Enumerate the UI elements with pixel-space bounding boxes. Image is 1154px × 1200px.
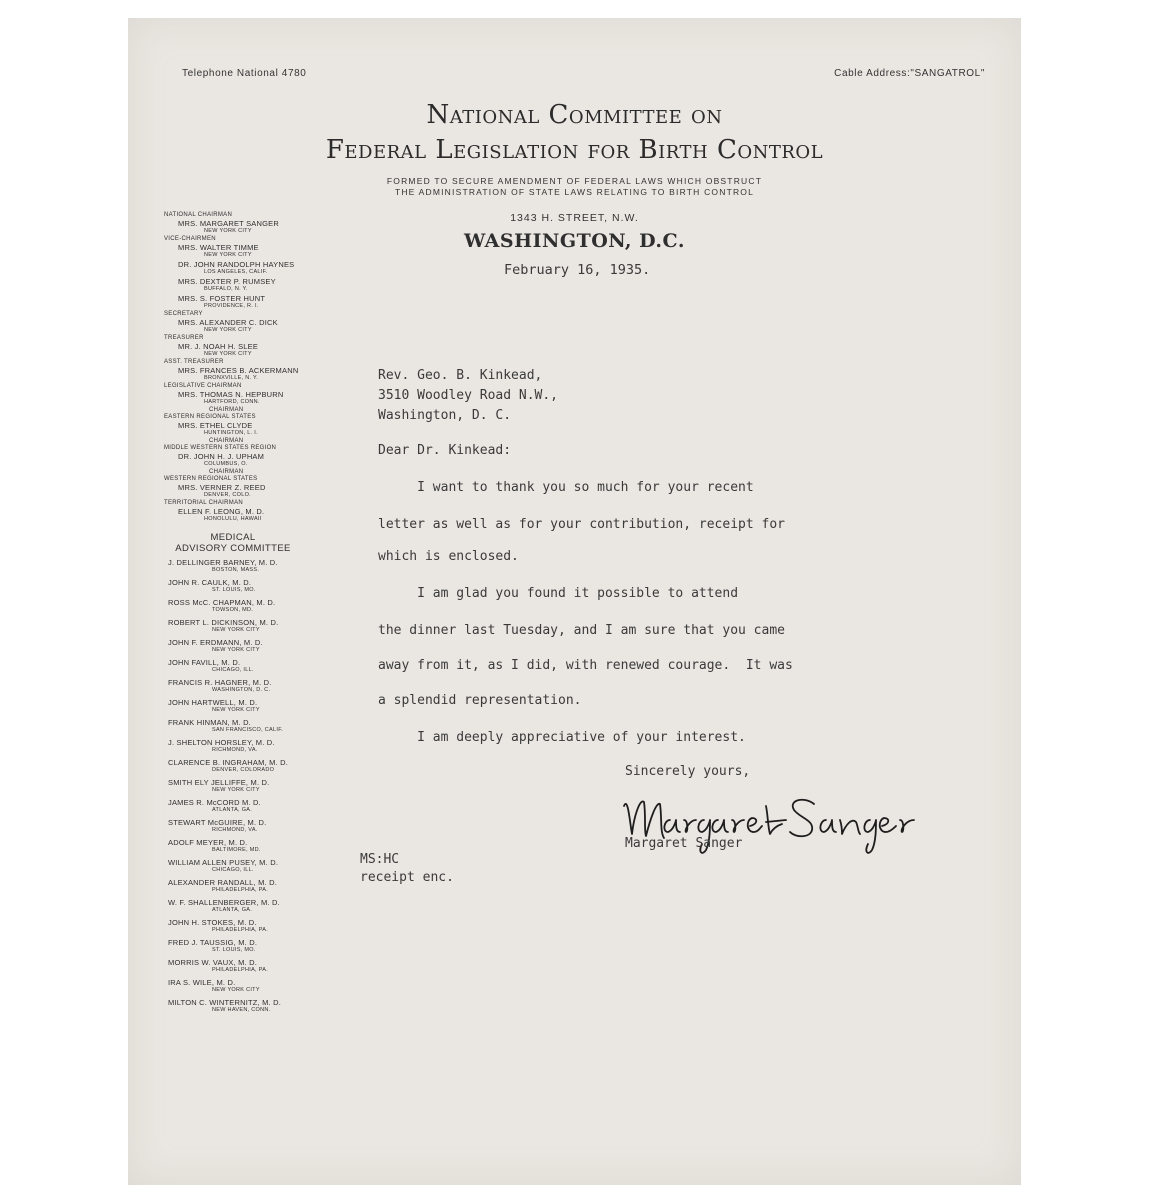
officer-location: BRONXVILLE, N. Y. bbox=[204, 375, 259, 381]
officer-role: CHAIRMAN bbox=[209, 469, 244, 475]
committee-member-location: TOWSON, MD. bbox=[212, 607, 254, 613]
committee-member-location: PHILADELPHIA, PA. bbox=[212, 967, 269, 973]
officer-name: MRS. VERNER Z. REED bbox=[178, 483, 266, 492]
committee-member-name: ADOLF MEYER, M. D. bbox=[168, 838, 248, 847]
recipient-line1: Rev. Geo. B. Kinkead, bbox=[378, 368, 543, 383]
officer-region: MIDDLE WESTERN STATES REGION bbox=[164, 445, 277, 451]
committee-member-name: ALEXANDER RANDALL, M. D. bbox=[168, 878, 277, 887]
committee-member-name: FRANCIS R. HAGNER, M. D. bbox=[168, 678, 272, 687]
letterhead-street: 1343 H. STREET, N.W. bbox=[510, 212, 639, 224]
officer-name: MRS. S. FOSTER HUNT bbox=[178, 294, 266, 303]
officer-name: DR. JOHN H. J. UPHAM bbox=[178, 452, 265, 461]
officer-location: NEW YORK CITY bbox=[204, 351, 252, 357]
officer-location: COLUMBUS, O. bbox=[204, 461, 248, 467]
officer-region: EASTERN REGIONAL STATES bbox=[164, 414, 256, 420]
committee-member-location: DENVER, COLORADO bbox=[212, 767, 275, 773]
committee-member-name: JOHN FAVILL, M. D. bbox=[168, 658, 241, 667]
committee-member-name: STEWART McGUIRE, M. D. bbox=[168, 818, 267, 827]
initials: MS:HC bbox=[360, 852, 400, 867]
officer-name: MRS. ALEXANDER C. DICK bbox=[178, 318, 278, 327]
purpose-line2: THE ADMINISTRATION OF STATE LAWS RELATING TO BIRTH CONTROL bbox=[394, 187, 755, 197]
committee-member-location: PHILADELPHIA, PA. bbox=[212, 887, 269, 893]
letterhead-city: WASHINGTON, D.C. bbox=[464, 230, 685, 252]
officer-location: DENVER, COLO. bbox=[204, 492, 251, 498]
letterhead-title-line1: National Committee on bbox=[426, 100, 723, 130]
committee-member-name: JOHN R. CAULK, M. D. bbox=[168, 578, 252, 587]
committee-member-name: SMITH ELY JELLIFFE, M. D. bbox=[168, 778, 270, 787]
committee-member-name: CLARENCE B. INGRAHAM, M. D. bbox=[168, 758, 288, 767]
committee-member-name: ROBERT L. DICKINSON, M. D. bbox=[168, 618, 279, 627]
body-line: a splendid representation. bbox=[378, 693, 582, 708]
officer-role: TERRITORIAL CHAIRMAN bbox=[164, 500, 244, 506]
officer-name: MRS. THOMAS N. HEPBURN bbox=[178, 390, 284, 399]
body-line: I am glad you found it possible to attend bbox=[378, 586, 739, 601]
committee-member-name: JOHN HARTWELL, M. D. bbox=[168, 698, 258, 707]
body-line: the dinner last Tuesday, and I am sure that you came bbox=[378, 623, 785, 638]
enclosure-note: receipt enc. bbox=[360, 870, 454, 885]
purpose-line1: FORMED TO SECURE AMENDMENT OF FEDERAL LAWS WHICH OBSTRUCT bbox=[386, 176, 763, 186]
committee-member-location: CHICAGO, ILL. bbox=[212, 867, 254, 873]
body-line: which is enclosed. bbox=[378, 549, 519, 564]
committee-member-name: MORRIS W. VAUX, M. D. bbox=[168, 958, 258, 967]
committee-member-name: JAMES R. McCORD M. D. bbox=[168, 798, 261, 807]
officer-name: MRS. ETHEL CLYDE bbox=[178, 421, 253, 430]
handwritten-signature bbox=[618, 776, 978, 866]
officers-list bbox=[164, 212, 332, 522]
medical-committee-title bbox=[164, 532, 332, 554]
medical-title-line2: ADVISORY COMMITTEE bbox=[175, 543, 291, 554]
committee-member-location: NEW YORK CITY bbox=[212, 987, 260, 993]
officer-location: HONOLULU, HAWAII bbox=[204, 516, 262, 522]
committee-member-location: NEW YORK CITY bbox=[212, 707, 260, 713]
officer-location: HUNTINGTON, L. I. bbox=[204, 430, 258, 436]
officer-location: NEW YORK CITY bbox=[204, 327, 252, 333]
committee-member-location: ST. LOUIS, MO. bbox=[212, 587, 256, 593]
officer-location: NEW YORK CITY bbox=[204, 252, 252, 258]
body-line: I want to thank you so much for your recent bbox=[378, 480, 754, 495]
committee-member-location: NEW HAVEN, CONN. bbox=[212, 1007, 271, 1013]
officer-location: HARTFORD, CONN. bbox=[204, 399, 260, 405]
committee-member-name: J. SHELTON HORSLEY, M. D. bbox=[168, 738, 275, 747]
body-line: away from it, as I did, with renewed courage. It was bbox=[378, 658, 793, 673]
medical-members-list bbox=[164, 558, 332, 1013]
committee-member-name: J. DELLINGER BARNEY, M. D. bbox=[168, 558, 278, 567]
committee-member-name: FRED J. TAUSSIG, M. D. bbox=[168, 938, 258, 947]
officer-role: NATIONAL CHAIRMAN bbox=[164, 212, 233, 218]
officer-role: TREASURER bbox=[164, 335, 204, 341]
committee-member-location: ATLANTA, GA. bbox=[212, 807, 253, 813]
committee-member-name: W. F. SHALLENBERGER, M. D. bbox=[168, 898, 280, 907]
medical-title-line1: MEDICAL bbox=[210, 532, 256, 543]
body-line: I am deeply appreciative of your interest. bbox=[378, 730, 746, 745]
closing: Sincerely yours, bbox=[625, 764, 751, 779]
committee-member-name: IRA S. WILE, M. D. bbox=[168, 978, 236, 987]
committee-member-location: BOSTON, MASS. bbox=[212, 567, 260, 573]
officer-location: BUFFALO, N. Y. bbox=[204, 286, 248, 292]
officer-role: VICE-CHAIRMEN bbox=[164, 236, 216, 242]
body-line: letter as well as for your contribution, receipt for bbox=[378, 517, 785, 532]
officer-role: CHAIRMAN bbox=[209, 407, 244, 413]
officer-location: PROVIDENCE, R. I. bbox=[204, 303, 259, 309]
committee-member-name: ROSS McC. CHAPMAN, M. D. bbox=[168, 598, 276, 607]
committee-member-location: NEW YORK CITY bbox=[212, 647, 260, 653]
recipient-line3: Washington, D. C. bbox=[378, 408, 512, 423]
committee-member-name: FRANK HINMAN, M. D. bbox=[168, 718, 251, 727]
letterhead-title-line2: Federal Legislation for Birth Control bbox=[325, 135, 824, 165]
officer-name: MRS. WALTER TIMME bbox=[178, 243, 259, 252]
committee-member-name: WILLIAM ALLEN PUSEY, M. D. bbox=[168, 858, 279, 867]
committee-member-name: JOHN F. ERDMANN, M. D. bbox=[168, 638, 263, 647]
officer-role: CHAIRMAN bbox=[209, 438, 244, 444]
committee-member-location: CHICAGO, ILL. bbox=[212, 667, 254, 673]
officer-name: MRS. DEXTER P. RUMSEY bbox=[178, 277, 276, 286]
officer-role: ASST. TREASURER bbox=[164, 359, 224, 365]
committee-member-location: ST. LOUIS, MO. bbox=[212, 947, 256, 953]
officer-name: MRS. FRANCES B. ACKERMANN bbox=[178, 366, 299, 375]
committee-member-location: NEW YORK CITY bbox=[212, 627, 260, 633]
officer-location: NEW YORK CITY bbox=[204, 228, 252, 234]
officer-name: DR. JOHN RANDOLPH HAYNES bbox=[178, 260, 295, 269]
committee-member-location: NEW YORK CITY bbox=[212, 787, 260, 793]
officer-name: MR. J. NOAH H. SLEE bbox=[178, 342, 259, 351]
typed-name: Margaret Sanger bbox=[625, 836, 743, 851]
recipient-line2: 3510 Woodley Road N.W., bbox=[378, 388, 559, 403]
officer-region: WESTERN REGIONAL STATES bbox=[164, 476, 258, 482]
officer-location: LOS ANGELES, CALIF. bbox=[204, 269, 268, 275]
committee-member-name: JOHN H. STOKES, M. D. bbox=[168, 918, 257, 927]
committee-member-location: WASHINGTON, D. C. bbox=[212, 687, 271, 693]
officer-role: LEGISLATIVE CHAIRMAN bbox=[164, 383, 242, 389]
committee-member-location: SAN FRANCISCO, CALIF. bbox=[212, 727, 284, 733]
letter-date: February 16, 1935. bbox=[504, 262, 651, 278]
committee-member-location: ATLANTA, GA. bbox=[212, 907, 253, 913]
letterhead-purpose bbox=[128, 176, 1021, 198]
officer-name: MRS. MARGARET SANGER bbox=[178, 219, 279, 228]
officer-name: ELLEN F. LEONG, M. D. bbox=[178, 507, 265, 516]
committee-member-location: RICHMOND, VA. bbox=[212, 827, 258, 833]
telephone-line: Telephone National 4780 bbox=[182, 68, 307, 79]
committee-member-location: BALTIMORE, MD. bbox=[212, 847, 261, 853]
committee-member-name: MILTON C. WINTERNITZ, M. D. bbox=[168, 998, 282, 1007]
salutation: Dear Dr. Kinkead: bbox=[378, 443, 512, 458]
cable-address-line: Cable Address:"SANGATROL" bbox=[834, 68, 985, 79]
committee-member-location: PHILADELPHIA, PA. bbox=[212, 927, 269, 933]
committee-sidebar bbox=[164, 212, 332, 1018]
officer-role: SECRETARY bbox=[164, 311, 203, 317]
committee-member-location: RICHMOND, VA. bbox=[212, 747, 258, 753]
letter-page bbox=[128, 18, 1021, 1185]
